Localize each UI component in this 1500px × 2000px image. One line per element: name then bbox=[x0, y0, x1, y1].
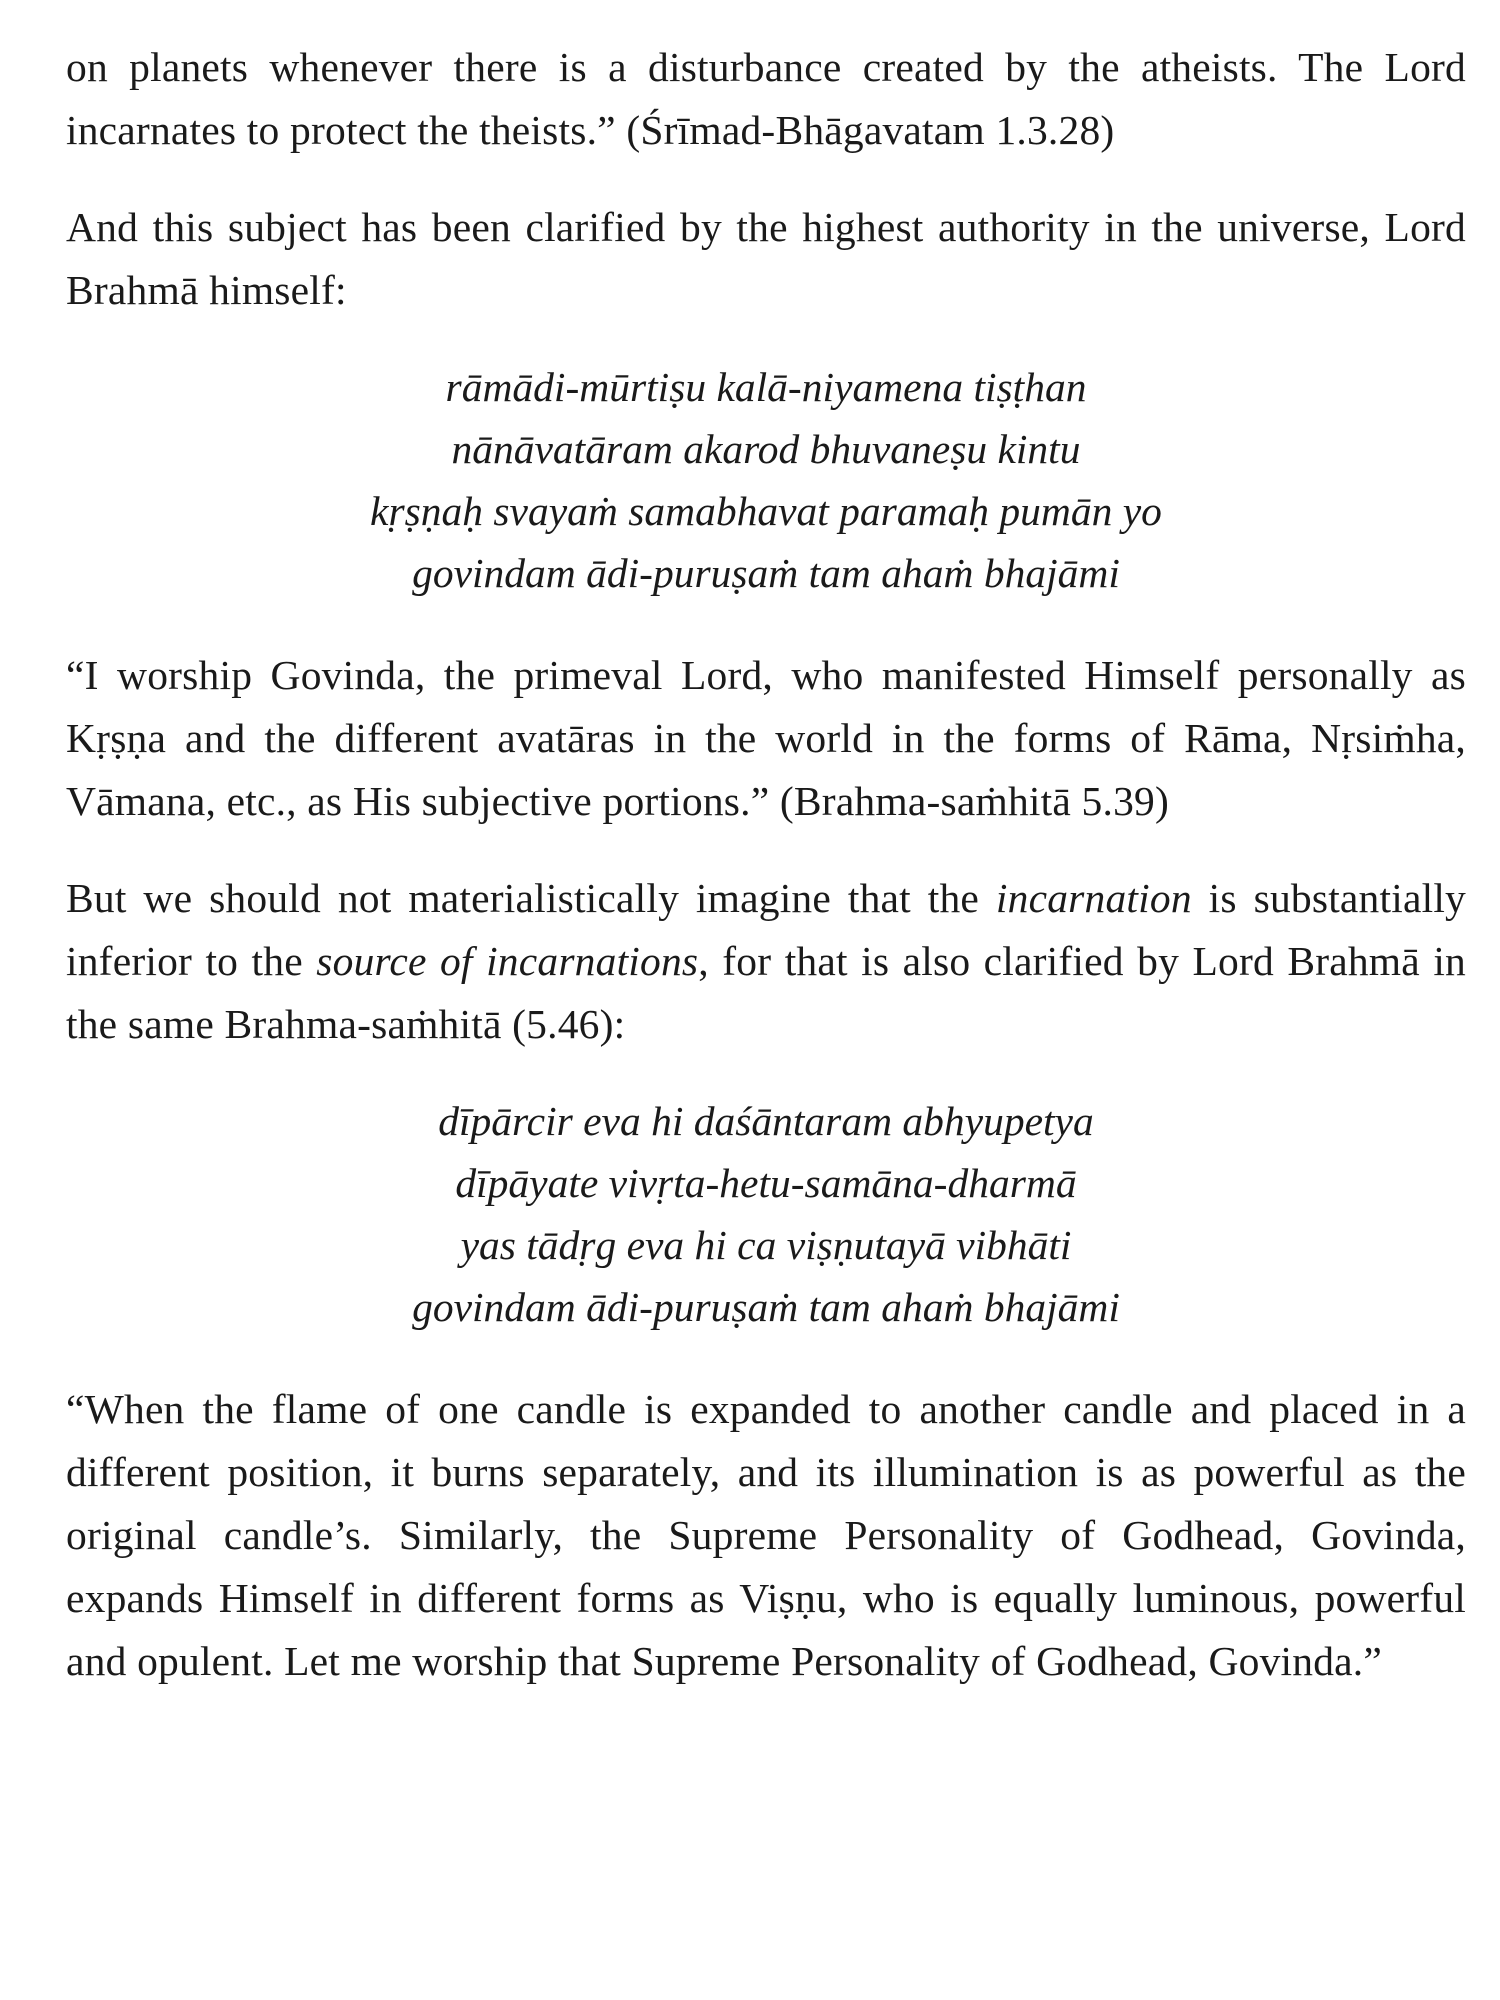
verse-line: govindam ādi-puruṣaṁ tam ahaṁ bhajāmi bbox=[412, 550, 1120, 596]
paragraph-incarnation bbox=[66, 867, 1466, 1056]
paragraph-translation-5-46: “When the flame of one candle is expanded to another candle and placed in a different position, it burns separately, and its illumination is as powerful as the original candle’s. Similarly, the Supreme Personality of Godhead, Govinda, expands Himself in different forms as Viṣṇu, who is equally luminous, powerful and opulent. Let me worship that Supreme Personality of Godhead, Govinda.” bbox=[66, 1386, 1466, 1684]
verse-line: dīpāyate vivṛta-hetu-samāna-dharmā bbox=[455, 1160, 1077, 1206]
paragraph-translation-5-39: “I worship Govinda, the primeval Lord, who manifested Himself personally as Kṛṣṇa and the different avatāras in the world in the forms of Rāma, Nṛsiṁha, Vāmana, etc., as His subjective portions.” (Brahma-saṁhitā 5.39) bbox=[66, 652, 1466, 824]
emphasis-incarnation: incarnation bbox=[995, 875, 1192, 921]
emphasis-source: source of incarnations bbox=[316, 938, 699, 984]
text-run: , for that is also clarified by Lord Brahmā in the same Brahma-saṁhitā (5.46): bbox=[66, 938, 1466, 1047]
verse-brahma-samhita-5-39 bbox=[66, 356, 1466, 604]
verse-line: yas tādṛg eva hi ca viṣṇutayā vibhāti bbox=[460, 1222, 1072, 1268]
verse-line: govindam ādi-puruṣaṁ tam ahaṁ bhajāmi bbox=[412, 1284, 1120, 1330]
text-run: is substantially inferior to the bbox=[66, 875, 1466, 984]
text-run: But we should not materialistically imagine that the bbox=[66, 875, 996, 921]
verse-line: dīpārcir eva hi daśāntaram abhyupetya bbox=[438, 1098, 1094, 1144]
verse-line: nānāvatāram akarod bhuvaneṣu kintu bbox=[451, 426, 1081, 472]
verse-line: kṛṣṇaḥ svayaṁ samabhavat paramaḥ pumān yo bbox=[370, 488, 1162, 534]
verse-line: rāmādi-mūrtiṣu kalā-niyamena tiṣṭhan bbox=[445, 364, 1087, 410]
paragraph-brahma-intro: And this subject has been clarified by the highest authority in the universe, Lord Brahmā himself: bbox=[66, 204, 1466, 313]
page-body bbox=[66, 36, 1466, 1727]
verse-brahma-samhita-5-46 bbox=[66, 1090, 1466, 1338]
paragraph-intro: on planets whenever there is a disturbance created by the atheists. The Lord incarnates to protect the theists.” (Śrīmad-Bhāgavatam 1.3.28) bbox=[66, 44, 1466, 153]
